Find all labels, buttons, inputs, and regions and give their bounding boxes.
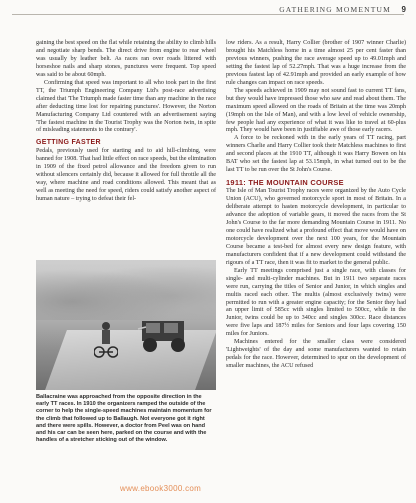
- ballacraine-photo: [36, 260, 216, 390]
- right-paragraph-4: The Isle of Man Tourist Trophy races were organized by the Auto Cycle Union (ACU), who governed motorcycle sport in most of Britain. In a deliberate attempt to hasten motorcycle development, in particular to advance the adoption of variable gears, it moved the races from the St John's Course to the far more demanding Mountain Course in 1911. No one could have realized what a profound effect that move would have on motorcycle development over the next 100 years, for the Mountain Course became a test-bed for almost every new design feature, with manufacturers confident that if a new development could withstand the rigours of a TT race, then it was fit to market to the general public.: [226, 188, 406, 266]
- photo-trees: [36, 260, 216, 320]
- left-paragraph-1: gaining the best speed on the flat while retaining the ability to climb hills and negotiate sharp bends. The direct drive from engine to rear wheel was usually by leather belt. As races ran over roads littered with horseshoe nails and sharp stones, punctures were frequent. Top speed was said to be about 60mph.: [36, 40, 216, 78]
- right-paragraph-6: Machines entered for the smaller class were considered 'Lightweights' of the day and some manufacturers wanted to retain pedals for the race. However, determined to spur on the development of smaller machines, the ACU refused: [226, 339, 406, 370]
- right-paragraph-2: The speeds achieved in 1909 may not sound fast to current TT fans, but they would have impressed those who saw and read about them. The maximum speed allowed on the roads of Britain at the time was 20mph (19mph on the Isle of Man), and with a low level of vehicle ownership, few people had any experience of what it was like to travel at 60-plus mph. They would have been in justifiable awe of those early racers.: [226, 87, 406, 134]
- right-paragraph-3: A force to be reckoned with in the early years of TT racing, part winners Charlie and Harry Collier took their Matchless machines to first and second places at the 1910 TT, although it was Harry Bowen on his BAT who set the fastest lap at 53.15mph, in what turned out to be the last TT to be run over the St John's Course.: [226, 135, 406, 174]
- right-paragraph-5: Early TT meetings comprised just a single race, with classes for single- and multi-cylinder machines. But in 1911 two separate races were run, carrying the titles of Senior and Junior, in which singles and multis raced each other. The multis (almost exclusively twins) were permitted to run with a greater engine capacity; for the Senior they had an upper limit of 585cc with singles limited to 500cc, while in the Junior, twins could be up to 340cc and singles 300cc. Race distances were five laps and 187½ miles for Seniors and four laps covering 150 miles for Juniors.: [226, 267, 406, 338]
- right-paragraph-1: low riders. As a result, Harry Collier (brother of 1907 winner Charlie) brought his Matchless home in a time almost 25 per cent faster than previous winners, pushing the race average speed up to 49.01mph and setting the fastest lap of 52.27mph. That was a huge increase from the previous fastest lap of 42.91mph and provided an early example of how rule changes can impact on race speeds.: [226, 40, 406, 86]
- running-title: GATHERING MOMENTUM: [276, 5, 394, 14]
- page-header: [0, 0, 416, 24]
- photo-caption: Ballacraine was approached from the opposite direction in the early TT races. In 1910 the organizers ramped the outside of the corner to help the single-speed machines maintain momentum for the climb that followed up to Ballaugh. Not everyone got it right and there were spills. However, a doctor from Peel was on hand and his car can be seen here, parked on the course and with the handles of a stretcher sticking out of the window.: [36, 394, 212, 444]
- photo-rider: [94, 320, 118, 358]
- left-paragraph-2: Confirming that speed was important to all who took part in the first TT, the Triumph Engineering Company Ltd's post-race advertising claimed that 'The Triumph made faster time than any machine in the race after deducting time lost for repairing punctures'. However, the Norton Manufacturing Company Ltd countered with an advertisement saying 'The fastest machine in the Tourist Trophy was the Norton twin, in spite of misleading statements to the contrary'.: [36, 79, 216, 134]
- page-number: 9: [401, 5, 406, 14]
- heading-getting-faster: GETTING FASTER: [36, 139, 101, 147]
- photo-doctors-car: [136, 315, 191, 355]
- left-column: [36, 40, 216, 204]
- left-paragraph-3: Pedals, previously used for starting and to aid hill-climbing, were banned for 1908. That had little effect on race speeds, but the elimination in 1909 of the fixed petrol allowance and the freedom given to run without silencers certainly did, because it allowed for full throttle all the way, where machine and road conditions allowed. This meant that as well as meeting the need for speed, riders could satisfy another aspect of human nature – trying to defeat their fel-: [36, 148, 216, 203]
- heading-mountain-course: 1911: THE MOUNTAIN COURSE: [226, 178, 344, 188]
- watermark: www.ebook3000.com: [120, 484, 202, 493]
- right-column: [226, 40, 406, 371]
- header-rule: [12, 14, 404, 15]
